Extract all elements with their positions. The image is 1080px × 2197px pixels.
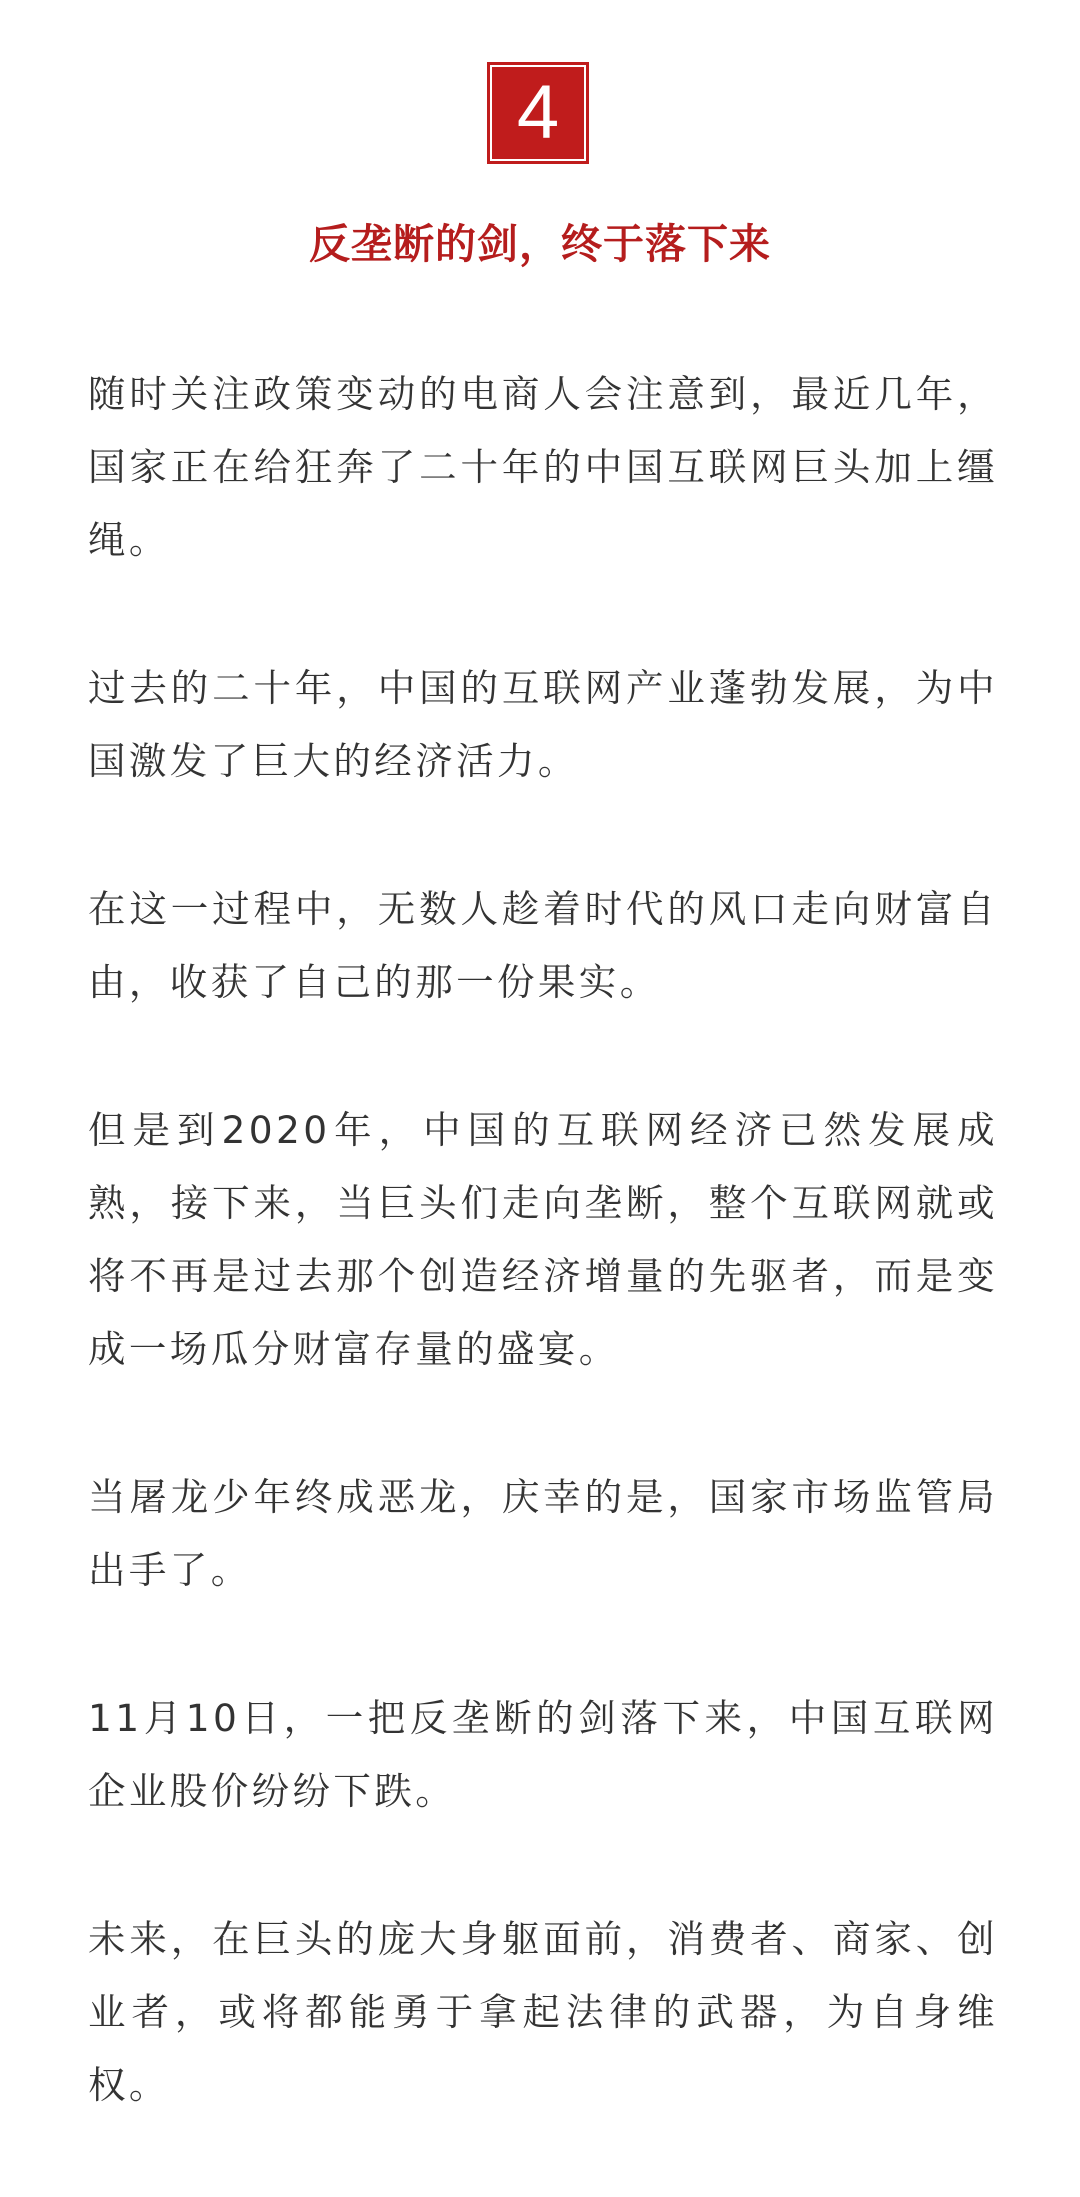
paragraph: 过去的二十年，中国的互联网产业蓬勃发展，为中国激发了巨大的经济活力。 [88, 666, 998, 783]
article-body [88, 358, 998, 2197]
paragraph: 随时关注政策变动的电商人会注意到，最近几年，国家正在给狂奔了二十年的中国互联网巨头加上缰绳。 [88, 372, 998, 562]
paragraph: 未来，在巨头的庞大身躯面前，消费者、商家、创业者，或将都能勇于拿起法律的武器，为自身维权。 [88, 1917, 998, 2107]
paragraph: 当屠龙少年终成恶龙，庆幸的是，国家市场监管局出手了。 [88, 1475, 998, 1592]
paragraph: 但是到2020年，中国的互联网经济已然发展成熟，接下来，当巨头们走向垄断，整个互联网就或将不再是过去那个创造经济增量的先驱者，而是变成一场瓜分财富存量的盛宴。 [88, 1108, 998, 1371]
paragraph: 11月10日，一把反垄断的剑落下来，中国互联网企业股价纷纷下跌。 [88, 1696, 998, 1813]
section-number-badge [490, 65, 586, 161]
paragraph: 在这一过程中，无数人趁着时代的风口走向财富自由，收获了自己的那一份果实。 [88, 887, 998, 1004]
section-number: 4 [516, 70, 560, 155]
section-title: 反垄断的剑，终于落下来 [309, 220, 771, 268]
